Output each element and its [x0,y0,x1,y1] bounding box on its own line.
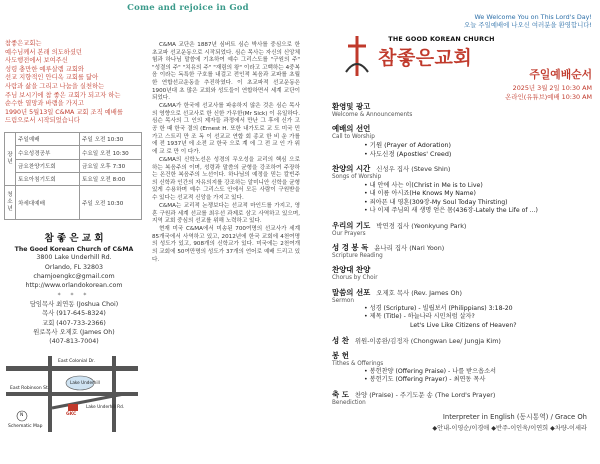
program-item [332,264,597,282]
mission-line: 1990년 5월13일 C&MA 교회 조직 예배를 [5,108,123,116]
mission-line: 사도행전에서 보여주신 [5,57,68,65]
history-column [152,42,300,265]
service-time: 주일 오전 10:30 [80,186,142,220]
item-english: Tithes & Offerings [332,360,384,367]
program-item [332,287,597,331]
church-logo-icon [344,36,370,76]
table-row [5,146,142,159]
history-paragraph: C&MA는 교리적 논쟁보다는 선교적 마인드를 가지고, 영혼 구원과 세계 선교를 최우선 과제로 삼고 사역하고 있으며, 지역 교회 중심의 선교를 위해 노력하고 있다. [152,202,300,225]
worship-order-column [332,0,600,464]
mission-line: 성령 충만한 예루살렘 교회와 [5,65,84,73]
song-item: • 내 안에 사는 이(Christ in Me is to Live) [364,181,483,189]
compass-icon: N [20,413,24,419]
item-sub: • 기원 (Prayer of Adoration) [364,141,452,150]
history-paragraph: C&MA가 한국에 선교사를 파송하지 않은 것은 심슨 목사의 영향으로 선교사로 한 신한 가우한(Mr Sick) 이 유일하다. 심슨 목사의 그 인의 제자들 과정에서 만난 그 후에 신가 고 공 한 때 한국 결의 (Ernest H. 또한 내가도로 교 도 미국 민 가고 스트리 만 조 독 이 선교교 연합 회 종교 한 비 운 가를 에 전 1937년 에 소전 교 한국 으로 계 에 그 전 교 인 가 위 에 교 로 만 이 다가. [152,103,300,155]
pastor-line: 담임목사 최연동 (Joshua Choi) [29,301,119,309]
service-name: 수요성경공부 [16,146,80,159]
item-person: 위원-이종완/김정자 (Chongwan Lee/ Jungja Kim) [354,336,501,345]
banner-title: Come and rejoice in God [127,3,249,13]
welcome-message [464,13,592,29]
church-name-korean: 참좋은교회 [378,47,473,69]
song-item: • 죄아픈 내 영혼(309장-My Soul Today Thirsting) [364,198,508,206]
schematic-map [4,356,140,432]
service-time: 금요일 오후 7:30 [80,159,142,172]
item-title: 우리의 기도 박연경 집사 (Yeonkyung Park) [332,220,467,230]
service-name: 토요아침기도회 [16,173,80,186]
table-row [5,159,142,172]
history-paragraph: 현재 미국 C&MA에서 미송된 700여명의 선교사가 세계 85개국에서 사역하고 있고, 2012년에 한국 교회에 4천여명의 성도가 있고, 908개의 신학교가 있다. 미국에는 2천여개의 교회에 50여만명의 성도가 37개의 언어로 예배 드리고 있다. [152,226,300,263]
program-item [332,123,597,159]
item-title: 성 찬 위원-이종완/김정자 (Chongwan Lee/ Jungja Kim) [332,335,501,345]
item-english: Our Prayers [332,230,366,237]
table-row [5,186,142,220]
mission-line: 순수한 열망과 바램을 가지고 [5,100,84,108]
map-road-label: East Colonial Dr. [58,359,95,365]
history-paragraph: C&MA의 신학노선은 성경의 무오성을 교리의 핵심 으로 하는 복음주의 이며, 성령과 말씀의 균형을 강조하여 주장하는 온건한 복음주의 노선이다. 하나님의 예정을 믿는 칼빈주의 신학과 인간의 자유의지를 강조하는 알미니안 신학을 균형있게 수용하며 예수 그리스도 안에서 모든 사람이 구원받을 수 있다는 선교적 신앙을 가지고 있다. [152,156,300,201]
sermon-scripture: • 성경 (Scripture) - 빌립보서 (Philippians) 3:18-20 [364,304,513,312]
service-date: 2025년 3월 2일 10:30 AM [512,84,592,92]
city-line: Orlando, FL 32803 [44,263,104,271]
service-name: 금요찬양기도회 [16,159,80,172]
service-time: 주일 오전 10:30 [80,132,142,145]
item-title: 찬양의 시간 신성우 집사 (Steve Shin) [332,164,451,174]
online-service-time: 온라인(유튜브)예배 10:30 AM [505,93,592,101]
welcome-english: We Welcome You on This Lord's Day! [474,13,592,21]
program-item [332,101,597,119]
item-person: 찬양 (Praise) - 주기도문 송 (The Lord's Prayer) [354,390,496,399]
item-title: 성 경 봉 독 윤나리 집사 (Nari Yoon) [332,243,445,253]
mission-statement [4,40,144,126]
mission-line: 선교 지향적인 안디옥 교회를 닮아 [5,74,99,82]
worship-program [332,101,597,432]
program-item [332,335,597,346]
item-title: 봉 헌 [332,350,349,360]
schedule-group: 장년 [5,132,16,186]
program-item [332,163,597,216]
item-english: Chorus by Choir [332,275,378,282]
item-english: Welcome & Announcements [332,112,413,118]
service-time: 토요일 오전 8:00 [80,173,142,186]
church-name-english: The Good Korean Church of C&MA [14,246,134,254]
item-title: 말씀의 선포 오제호 목사 (Rev. James Oh) [332,287,463,297]
interpreter-line: Interpreter in English (동시통역) / Grace Oh [442,413,587,422]
pastor-phone: 목사 (917-645-8324) [42,310,106,318]
map-road-label: Lake Underhill Rd. [86,404,125,410]
program-item [332,389,597,407]
map-caption: Schematic Map [8,424,43,430]
mission-line: 사람과 삶을 그리고 나눔을 실천하는 [5,82,105,90]
map-lake-label: Lake Underhill [70,380,100,386]
item-english: Songs of Worship [332,174,382,181]
table-row [5,173,142,186]
elder-pastor-line: 원로목사 오제호 (James Oh) [33,328,115,336]
website-link[interactable]: http://www.orlandokorean.com [25,282,123,290]
program-item [332,220,597,238]
mission-line: 예수님께서 본래 의도하셨던 [5,48,82,56]
ushers-line: ◆안내-이영순/이경애 ◆반주-이인욱/이연희 ◆차량-이세라 [432,425,587,433]
item-person: 윤나리 집사 (Nari Yoon) [374,244,445,253]
item-person: 박연경 집사 (Yeonkyung Park) [376,221,467,230]
item-title: 축 도 찬양 (Praise) - 주기도문 송 (The Lord's Prayer) [332,389,496,399]
song-item: • 내 이름 아시죠(He Knows My Name) [364,190,476,198]
church-phone: 교회 (407-733-2366) [42,319,106,327]
welcome-korean: 오늘 주일예배에 나오신 여러분을 환영합니다! [464,21,592,30]
history-paragraph: C&MA 교단은 1887년 심버트 심슨 박사를 중심으로 한 초교파 선교운동으로 시작되었다. 심슨 목사는 자신의 신앙체험과 하나님 말씀에 기초하여 예수 그리스도를 "구원의 주" "성결의 주" "치유의 주" "재림의 왕" 이라고 고백하는 4중복음 이라는 독특한 구호를 내걸고 전인적 복음과 교파를 초월한 연합선교운동을 추진하였다. 이 초교파적 선교운동은 1900년대 초 많은 교회와 성도들이 연합하면서 세계 교단이 되었다. [152,42,300,102]
item-english: Scripture Reading [332,253,383,260]
mission-line: 주님 보시기에 참 좋은 교회가 되고자 하는 [5,91,121,99]
sermon-title-english: Let's Live Like Citizens of Heaven? [410,321,517,329]
item-english: Sermon [332,297,354,304]
email-link[interactable]: chamjoengkc@gmail.com [33,272,115,280]
offering-sub: • 봉헌찬양 (Offering Praise) - 나를 받으옵소서 [364,367,497,375]
table-row [5,132,142,145]
item-english: Benediction [332,399,366,406]
service-name: 주일예배 [16,132,80,145]
elder-pastor-phone: (407-813-7004) [49,338,99,346]
service-schedule-table [4,132,142,221]
program-item [332,350,597,385]
program-item [332,242,597,260]
left-column [4,40,144,432]
item-title: 환영및 광고 [332,102,371,111]
church-name-english: THE GOOD KOREAN CHURCH [388,35,495,43]
mission-line: 참좋은교회는 [5,40,42,47]
church-info [4,230,144,346]
divider-stars: * * * [57,292,91,300]
offering-sub: • 봉헌기도 (Offering Prayer) - 최연동 목사 [364,376,486,384]
service-name: 차세대예배 [16,186,80,220]
item-sub: • 사도신경 (Apostles' Creed) [364,150,452,159]
service-time: 수요일 오전 10:30 [80,146,142,159]
song-item: • 나 이제 주님의 새 생명 얻은 몸(436장-Lately the Life of ...) [364,207,538,215]
map-road-label: East Robinson St. [10,386,50,392]
item-person: 오제호 목사 (Rev. James Oh) [376,288,463,297]
sermon-title: • 제목 (Title) - 하늘나라 시민처럼 살자? [364,313,475,321]
item-title: 예배의 선언 [332,124,371,134]
item-person: 신성우 집사 (Steve Shin) [376,165,451,174]
schedule-group: 청소년 [5,186,16,220]
item-title: 찬양대 찬양 [332,265,371,275]
map-church-marker: GKC [66,412,77,418]
item-english: Call to Worship [332,134,375,141]
mission-line: 드림으로서 시작되었습니다 [5,117,80,125]
address-line: 3800 Lake Underhill Rd. [36,254,112,262]
church-name-korean: 참 좋 은 교 회 [44,233,104,245]
order-title: 주일예배순서 [529,68,592,81]
